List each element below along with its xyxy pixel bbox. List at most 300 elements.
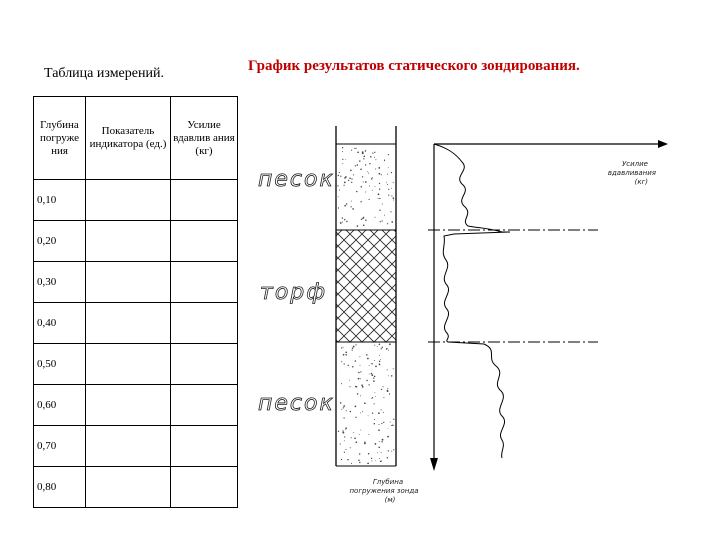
sand-dot [377,346,378,347]
sand-dot [339,172,340,173]
sand-dot [346,203,348,205]
sand-dot [390,211,391,212]
sand-dot [338,431,339,432]
sand-dot [371,178,373,180]
sand-dot [374,217,375,218]
sand-dot [351,201,352,202]
sand-dot [368,415,369,416]
sand-dot [379,424,380,425]
sand-dot [393,197,395,199]
sand-dot [369,199,370,200]
sand-dot [374,360,375,361]
sand-dot [371,461,372,462]
sand-dot [374,423,375,424]
sand-dot [375,159,376,160]
sand-dot [375,460,376,461]
indicator-value [86,262,170,302]
depth-cell: 0,40 [34,303,86,344]
sand-dot [344,205,346,207]
sand-dot [357,151,359,153]
sand-dot [354,148,355,149]
sand-dot [381,423,382,424]
sand-dot [343,407,344,408]
sand-dot [343,405,345,407]
sand-dot [341,459,342,460]
sand-dot [365,164,366,165]
sand-dot [362,176,363,177]
sand-dot [374,403,375,404]
sand-dot [352,366,354,368]
sand-dot [365,220,366,221]
sand-dot [386,182,387,183]
sand-dot [381,220,382,221]
force-value [171,385,237,425]
sand-dot [355,441,357,443]
y-axis-arrow-icon [430,458,438,471]
sand-dot [387,369,388,370]
sand-dot [353,346,355,348]
sand-dot [344,219,345,220]
sand-dot [387,458,388,459]
sand-dot [379,189,380,190]
indicator-cell[interactable] [86,344,171,385]
table-row [34,303,238,344]
sand-dot [365,181,367,183]
force-value [171,303,237,343]
sand-dot [342,163,343,164]
sand-dot [378,447,380,449]
peat-layer [336,230,396,342]
indicator-value [86,385,170,425]
sand-dot [343,354,345,356]
sand-dot [372,177,373,178]
force-value [171,344,237,384]
sand-dot [355,165,356,166]
sand-dot [371,363,372,364]
sand-dot [357,225,359,227]
indicator-value [86,180,170,220]
sand-dot [344,452,345,453]
sand-dot [371,374,373,376]
sand-dot [379,458,380,459]
sand-dot [381,174,382,175]
sand-dot [362,411,363,412]
depth-cell: 0,30 [34,262,86,303]
force-value [171,221,237,261]
sand-dot [368,173,369,174]
sand-dot [355,406,357,408]
indicator-value [86,344,170,384]
sand-dot [387,184,388,185]
depth-cell: 0,70 [34,426,86,467]
sand-dot [369,186,370,187]
sand-dot [367,462,369,464]
sand-dot [387,436,389,438]
indicator-value [86,303,170,343]
sand-dot [369,163,370,164]
sand-dot [363,181,364,182]
sand-dot [387,388,388,389]
sand-dot [355,417,356,418]
sand-dot [365,192,366,193]
sand-dot [356,191,357,192]
sand-dot [389,343,391,345]
sand-dot [343,347,344,348]
sand-dot [361,186,363,188]
force-cell[interactable] [171,303,238,344]
sand-dot [381,409,382,410]
sand-dot [350,178,351,179]
x-axis-label-line3: (кг) [634,178,648,186]
sand-dot [379,198,380,199]
sand-dot [350,447,351,448]
indicator-cell[interactable] [86,221,171,262]
sand-dot [393,368,394,369]
sand-dot [371,458,372,459]
sand-dot [378,167,380,169]
force-cell[interactable] [171,385,238,426]
sand-dot [354,437,356,439]
sand-dot [345,159,346,160]
sand-dot [379,441,380,442]
sand-dot [352,350,353,351]
sand-dot [339,189,340,190]
sand-dot [359,356,360,357]
sand-dot [369,365,370,366]
indicator-value [86,221,170,261]
sand-dot [392,425,394,427]
sand-dot [361,384,363,386]
indicator-value [86,426,170,466]
indicator-cell[interactable] [86,426,171,467]
sand-dot [350,170,352,172]
sand-dot [340,444,341,445]
table-row [34,426,238,467]
sand-dot [384,215,385,216]
sand-dot [389,393,390,394]
table-row [34,467,238,508]
sand-dot [379,210,380,211]
sand-dot [378,193,380,195]
sand-dot [360,395,361,396]
sand-dot [355,344,356,345]
sand-dot [374,157,375,158]
sand-dot [383,422,384,423]
sand-dot [381,461,382,462]
sand-dot [351,463,352,464]
sand-dot [350,206,351,207]
sand-dot [381,441,382,442]
sand-dot [351,437,352,438]
sand-dot [360,378,361,379]
force-cell[interactable] [171,221,238,262]
sand-dot [364,156,366,158]
sand-dot [391,451,392,452]
sand-dot [337,185,338,186]
sand-dot [358,460,359,461]
sand-dot [342,147,343,148]
sand-dot [342,221,343,222]
sand-dot [373,378,374,379]
sand-dot [345,429,346,430]
sand-dot [380,221,381,222]
sand-dot [391,188,392,189]
sand-dot [351,178,352,179]
force-cell[interactable] [171,467,238,508]
sand-dot [342,217,343,218]
sand-dot [391,375,393,377]
sand-dot [352,347,354,349]
sand-dot [368,384,369,385]
x-axis-arrow-icon [658,140,668,148]
sand-dot [359,434,360,435]
sand-dot [343,417,344,418]
sand-dot [379,364,381,366]
force-cell[interactable] [171,180,238,221]
resistance-curve [434,144,510,458]
force-value [171,426,237,466]
sand-dot [344,363,345,364]
sand-dot [374,419,375,420]
sand-dot [371,373,373,375]
sand-dot [371,398,372,399]
sand-dot [359,453,360,454]
sand-dot [380,359,381,360]
chart-title: График результатов статического зондирования. [248,58,580,74]
sand-dot [373,380,375,382]
depth-cell: 0,20 [34,221,86,262]
sand-dot [338,196,339,197]
sand-dot [368,434,369,435]
force-value [171,262,237,302]
sand-dot [349,380,350,381]
sand-dot [372,397,373,398]
sand-dot [344,182,346,184]
sand-dot [345,449,346,450]
sand-dot [391,425,392,426]
sand-dot [374,392,375,393]
sand-dot [348,180,349,181]
sand-dot [379,355,380,356]
sand-dot [378,198,379,199]
sand-dot [355,386,356,387]
sand-dot [393,182,394,183]
sand-dot [388,375,389,376]
sand-dot [347,459,348,460]
table-title: Таблица измерений. [44,66,164,81]
depth-cell: 0,80 [34,467,86,508]
sand-dot [358,372,359,373]
table-header-row [34,97,238,180]
sand-dot [377,452,378,453]
sand-dot [351,182,352,183]
sand-dot [358,378,360,380]
sounding-chart [248,96,688,516]
sand-dot [378,412,380,414]
sand-dot [372,190,373,191]
sand-dot [387,223,388,224]
sand-layer-bottom [338,343,395,464]
sand-dot [388,450,389,451]
sand-layer-top [337,147,394,227]
sand-dot [348,365,349,366]
sand-dot [375,396,376,397]
sand-dot [360,365,361,366]
header-force: Усилие вдавлив ания (кг) [171,97,238,180]
depth-cell: 0,10 [34,180,86,221]
sand-dot [340,402,342,404]
sand-dot [342,430,343,431]
borehole-column [336,126,396,466]
sand-dot [388,195,389,196]
sand-dot [384,160,385,161]
sand-dot [355,360,357,362]
indicator-cell[interactable] [86,467,171,508]
sand-dot [375,186,376,187]
soil-label-sand-bottom: песок [258,391,335,416]
force-cell[interactable] [171,426,238,467]
sand-dot [345,351,347,353]
indicator-cell[interactable] [86,385,171,426]
sand-dot [381,389,382,390]
sand-dot [362,386,364,388]
force-cell[interactable] [171,262,238,303]
sand-dot [342,151,343,152]
sand-dot [344,436,345,437]
sand-dot [374,152,375,153]
sand-dot [388,350,389,351]
sand-dot [342,432,343,433]
sand-dot [344,440,345,441]
table-row [34,262,238,303]
sand-dot [352,208,354,210]
header-indicator: Показатель индикатора (ед.) [86,97,171,180]
sand-dot [363,224,365,226]
sand-dot [359,160,360,161]
indicator-cell[interactable] [86,303,171,344]
force-value [171,180,237,220]
sand-dot [374,345,375,346]
soil-label-sand-top: песок [258,167,335,192]
sand-dot [341,361,342,362]
sand-dot [381,452,382,453]
sand-dot [360,371,361,372]
sand-dot [375,169,376,170]
sand-dot [382,439,384,441]
indicator-cell[interactable] [86,180,171,221]
sand-dot [350,411,351,412]
sand-dot [364,402,366,404]
sand-dot [391,221,393,223]
sand-dot [375,443,377,445]
sand-dot [383,397,384,398]
sand-dot [388,167,389,168]
measurements-table [33,96,238,508]
table-row [34,385,238,426]
sand-dot [368,453,369,454]
x-axis-label-line2: вдавливания [607,169,656,177]
sand-dot [388,154,389,155]
sand-dot [360,201,361,202]
sand-dot [365,151,366,152]
sand-dot [378,429,380,431]
sand-dot [366,380,367,381]
depth-cell: 0,50 [34,344,86,385]
sand-dot [372,153,373,154]
sand-dot [345,427,347,429]
sand-dot [374,376,376,378]
sand-dot [360,169,362,171]
sand-dot [388,428,389,429]
sand-dot [353,174,354,175]
sand-dot [349,386,350,387]
indicator-value [86,467,170,507]
sand-dot [338,207,339,208]
sand-dot [360,430,361,431]
y-axis-label-line3: (м) [384,496,396,504]
sand-dot [362,218,364,220]
sand-dot [379,361,380,362]
x-axis-label-line1: Усилие [622,160,648,168]
sand-dot [338,175,339,176]
sand-dot [379,344,381,346]
sand-dot [341,409,342,410]
sand-dot [360,412,361,413]
sand-dot [382,347,383,348]
sand-dot [372,413,373,414]
sand-dot [382,386,383,387]
indicator-cell[interactable] [86,262,171,303]
sand-dot [379,183,380,184]
sand-dot [364,443,366,445]
y-axis-label-line1: Глубина [372,478,404,486]
sand-dot [382,203,383,204]
sand-dot [393,449,394,450]
sand-dot [393,419,394,420]
force-cell[interactable] [171,344,238,385]
table-row [34,180,238,221]
force-value [171,467,237,507]
sand-dot [370,156,372,158]
sand-dot [342,159,343,160]
sand-dot [367,171,368,172]
sand-dot [367,358,369,360]
sand-dot [363,158,364,159]
sand-dot [356,148,357,149]
sand-dot [341,383,342,384]
sand-dot [351,150,352,151]
sand-dot [388,189,389,190]
table-row [34,221,238,262]
sand-dot [387,390,389,392]
table-row [34,344,238,385]
sand-dot [391,195,392,196]
header-depth: Глубина погруже ния [34,97,86,180]
sand-dot [393,200,394,201]
sand-dot [386,348,387,349]
sand-dot [357,164,359,166]
sand-dot [375,366,377,368]
sand-dot [366,354,368,356]
sand-dot [340,176,341,177]
sand-dot [346,221,347,222]
sand-dot [357,393,359,395]
sand-dot [341,347,342,348]
sand-dot [369,373,370,374]
sand-dot [362,151,364,153]
sand-dot [361,219,362,220]
sand-dot [353,432,354,433]
